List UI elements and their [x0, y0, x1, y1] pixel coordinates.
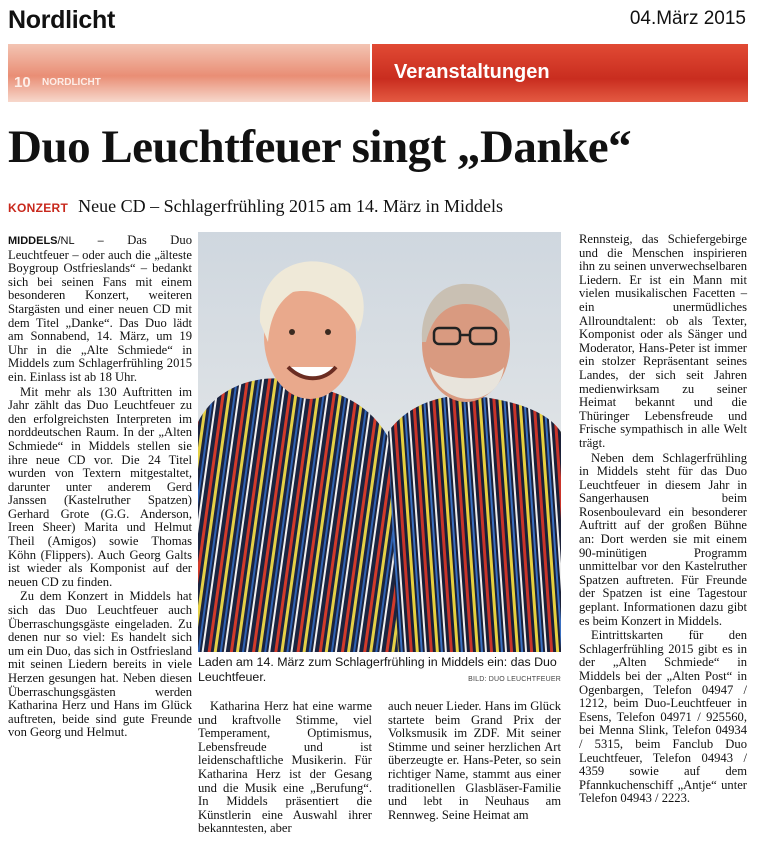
section-title: Veranstaltungen	[394, 61, 550, 83]
paragraph: Zu dem Konzert in Middels hat sich das Duo Leuchtfeuer auch Überraschungsgäste eingeladen. Zu denen nur so viel: Es handelt sich um ein Duo, das sich in Ostfriesland mit seinen Liedern bereits in viele Herzen gesungen hat. Neben diesen Überraschungsgästen werden Katharina Herz und Hans im Glück auftreten, beide sind gute Freunde von Georg und Helmut.	[8, 589, 192, 740]
section-band-right	[372, 44, 748, 102]
article-photo	[198, 232, 561, 652]
photo-credit: BILD: DUO LEUCHTFEUER	[468, 676, 561, 683]
article-column-2	[198, 700, 372, 836]
kicker-tag: KONZERT	[8, 201, 69, 215]
page-label: NORDLICHT	[42, 77, 101, 88]
page-number: 10	[14, 74, 31, 91]
photo-caption: Laden am 14. März zum Schlagerfrühling in Middels ein: das Duo Leuchtfeuer.	[198, 655, 557, 684]
dateline: MIDDELS	[8, 235, 58, 247]
paragraph: Katharina Herz hat eine warme und kraftvolle Stimme, viel Temperament, Optimismus, Lebensfreude und ist leidenschaftliche Musikerin. Für Katharina Herz ist der Gesang und die Musik eine „Berufung“. In Middels präsentiert die Künstlerin eine Auswahl ihrer bekanntesten, aber	[198, 699, 372, 836]
dateline-suffix: /NL –	[57, 235, 104, 247]
paragraph: Neben dem Schlagerfrühling in Middels steht für das Duo Leuchtfeuer in diesem Jahr in Sangerhausen beim Rosenboulevard ein besonderer Auftritt auf der großen Bühne an: Dort werden sie mit einem 90-minütigen Programm unmittelbar vor den Kastelruther Spatzen auftreten. Für Freunde der Spatzen ist eine Tagestour geplant. Informationen dazu gibt es beim Konzert in Middels.	[579, 450, 747, 628]
article-column-3	[388, 700, 561, 822]
newspaper-name: Nordlicht	[8, 6, 116, 34]
paragraph-text: Das Duo Leuchtfeuer – oder auch die „älteste Boygroup Ostfrieslands“ – bedankt sich bei seinen Fans mit einem besonderen Konzert, weiteren Stargästen und einer neuen CD mit dem Titel „Danke“. Das Duo lädt am Sonnabend, 14. März, um 19 Uhr in die „Alte Schmiede“ in Middels zum Schlagerfrühling 2015 ein. Einlass ist ab 18 Uhr.	[8, 233, 192, 384]
article-kicker-line	[8, 196, 503, 217]
section-band	[8, 44, 748, 102]
article-column-4	[579, 233, 747, 806]
paragraph: Eintrittskarten für den Schlagerfrühling 2015 gibt es in der „Alten Schmiede“ in Middels bei der „Alten Post“ in Ogenbargen, Telefon 04947 / 1212, beim Duo-Leuchtfeuer in Esens, Telefon 04971 / 925560, bei Menna Slink, Telefon 04934 / 5315, beim Fanclub Duo Leuchtfeuer, Telefon 04943 / 4359 sowie auf dem Pfannkuchenschiff „Antje“ unter Telefon 04943 / 2223.	[579, 628, 747, 806]
article-subheadline: Neue CD – Schlagerfrühling 2015 am 14. März in Middels	[78, 196, 504, 216]
article-headline: Duo Leuchtfeuer singt „Danke“	[8, 121, 632, 173]
paragraph: Mit mehr als 130 Auftritten im Jahr zählt das Duo Leuchtfeuer zu den erfolgreichsten Interpreten im norddeutschen Raum. In der „Alten Schmiede“ in Middels stellen sie ihre neue CD vor. Die 24 Titel wurden von Textern mitgestaltet, darunter unter anderem Gerd Janssen (Kastelruther Spatzen) Gerhard Grote (G.G. Anderson, Ireen Sheer) Marita und Helmut Theil (Amigos) sowie Thomas Köhn (Flippers). Auch Georg Galts ist wieder als Komponist auf der neuen CD zu finden.	[8, 384, 192, 589]
section-band-left	[8, 44, 370, 102]
paragraph: auch neuer Lieder. Hans im Glück startete beim Grand Prix der Volksmusik im ZDF. Mit seiner Stimme und seiner herzlichen Art überzeugte er. Hans-Peter, so sein richtiger Name, stammt aus einer traditionellen Glasbläser-Familie und lebt in Neuhaus am Rennweg. Seine Heimat am	[388, 699, 561, 822]
paragraph	[8, 234, 192, 385]
issue-date: 04.März 2015	[629, 8, 746, 29]
article-column-1	[8, 234, 192, 740]
paragraph: Rennsteig, das Schiefergebirge und die Menschen inspirieren ihn zu seinen unverwechselbaren Liedern. Er ist ein Mann mit vielen musikalischen Facetten – ein unermüdliches Allroundtalent: ob als Texter, Komponist oder als Sänger und Moderator, Hans-Peter ist immer ein stolzer Repräsentant seines Landes, der sich seit Jahren medienwirksam zu seiner Heimat bekannt und die Thüringer Lebensfreude und Frische sympathisch in alle Welt trägt.	[579, 232, 747, 450]
